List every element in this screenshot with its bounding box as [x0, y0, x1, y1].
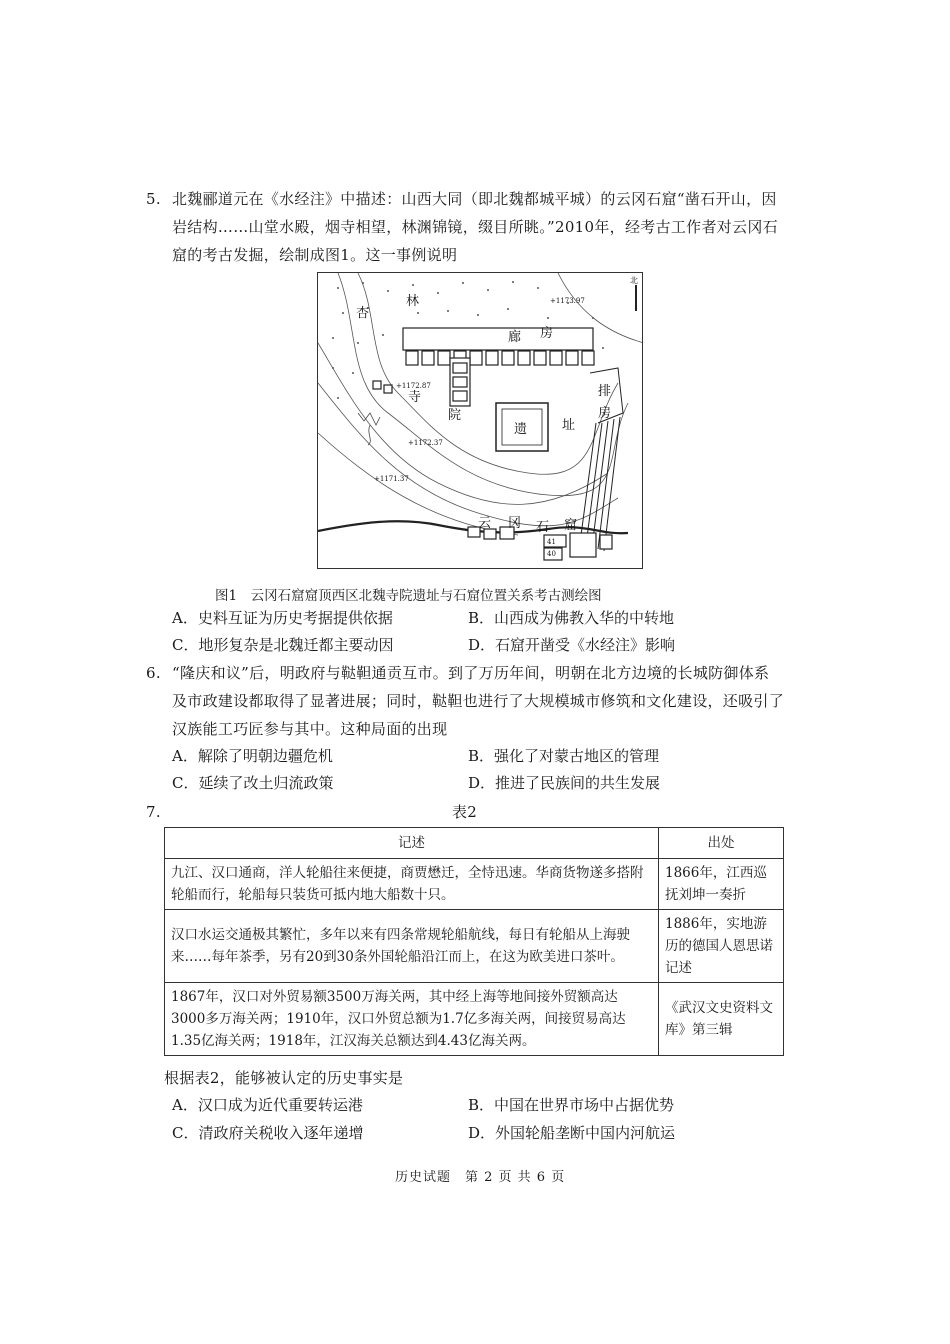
q6-option-a[interactable]: A．解除了明朝边疆危机 — [172, 747, 333, 765]
q6-number: 6. — [146, 664, 161, 682]
label-zhi: 址 — [562, 418, 576, 433]
q6-option-d[interactable]: D．推进了民族间的共生发展 — [468, 774, 661, 792]
q7-stem: 根据表2，能够被认定的历史事实是 — [164, 1069, 404, 1087]
label-yun: 云 — [478, 516, 492, 531]
q6-option-b[interactable]: B．强化了对蒙古地区的管理 — [468, 747, 660, 765]
q7-option-a[interactable]: A．汉口成为近代重要转运港 — [172, 1096, 363, 1114]
q7-option-d[interactable]: D．外国轮船垄断中国内河航运 — [468, 1124, 676, 1142]
q5-stem-line-1: 北魏郦道元在《水经注》中描述：山西大同（即北魏都城平城）的云冈石窟“凿石开山，因 — [172, 190, 777, 208]
row-1-record: 九江、汉口通商，洋人轮船往来便捷，商贾懋迁，全恃迅速。华商货物遂多搭附轮船而行，轮船每只装货可抵内地大船数十只。 — [165, 859, 659, 910]
label-si: 寺 — [408, 390, 422, 405]
q6-stem-line-3: 汉族能工巧匠参与其中。这种局面的出现 — [172, 720, 448, 738]
row-2-record: 汉口水运交通极其繁忙，多年以来有四条常规轮船航线，每日有轮船从上海驶来……每年茶季，另有20到30条外国轮船沿江而上，在这为欧美进口茶叶。 — [165, 910, 659, 983]
page-footer: 历史试题 第 2 页 共 6 页 — [395, 1170, 566, 1185]
north-label: 北 — [630, 276, 638, 285]
elevation-2: +1172.87 — [396, 382, 431, 390]
label-fang: 房 — [540, 326, 554, 341]
q6-stem-line-2: 及市政建设都取得了显著进展；同时，鞑靼也进行了大规模城市修筑和文化建设，还吸引了 — [172, 692, 785, 710]
elevation-4: +1171.37 — [374, 475, 409, 483]
label-lin: 林 — [406, 294, 420, 309]
header-record: 记述 — [165, 828, 659, 859]
q5-stem-line-3: 窟的考古发掘，绘制成图1。这一事例说明 — [172, 246, 458, 264]
q5-option-d[interactable]: D．石窟开凿受《水经注》影响 — [468, 636, 676, 654]
q7-option-b[interactable]: B．中国在世界市场中占据优势 — [468, 1096, 675, 1114]
label-fang2: 房 — [598, 406, 612, 421]
figure-caption: 图1 云冈石窟窟顶西区北魏寺院遗址与石窟位置关系考古测绘图 — [215, 588, 602, 604]
row-2-source: 1886年，实地游历的德国人恩思诺记述 — [659, 910, 784, 983]
cave-41: 41 — [547, 538, 556, 546]
row-1-source: 1866年，江西巡抚刘坤一奏折 — [659, 859, 784, 910]
q7-number: 7. — [146, 803, 161, 821]
q7-option-c[interactable]: C．清政府关税收入逐年递增 — [172, 1124, 364, 1142]
table-title: 表2 — [452, 803, 478, 821]
label-shi: 石 — [536, 520, 550, 535]
q5-number: 5. — [146, 190, 161, 208]
table-row — [165, 859, 784, 910]
q5-option-c[interactable]: C．地形复杂是北魏迁都主要动因 — [172, 636, 394, 654]
row-3-source: 《武汉文史资料文库》第三辑 — [659, 983, 784, 1056]
q5-option-b[interactable]: B．山西成为佛教入华的中转地 — [468, 609, 675, 627]
q6-stem-line-1: “隆庆和议”后，明政府与鞑靼通贡互市。到了万历年间，明朝在北方边境的长城防御体系 — [172, 664, 770, 682]
header-source: 出处 — [659, 828, 784, 859]
cave-40: 40 — [547, 550, 556, 558]
table-2 — [164, 827, 784, 1056]
table-row — [165, 910, 784, 983]
label-yi: 遗 — [514, 422, 528, 437]
label-xing: 杏 — [356, 306, 370, 321]
q5-stem-line-2: 岩结构……山堂水殿，烟寺相望，林渊锦镜，缀目所眺。”2010年，经考古工作者对云冈石 — [172, 218, 778, 236]
map-drawing — [318, 273, 643, 569]
elevation-1: +1173.97 — [550, 297, 585, 305]
label-pai: 排 — [598, 384, 612, 399]
archaeological-map-figure — [317, 272, 643, 569]
table-row — [165, 983, 784, 1056]
elevation-3: +1172.37 — [408, 439, 443, 447]
q6-option-c[interactable]: C．延续了改土归流政策 — [172, 774, 334, 792]
label-yuan: 院 — [448, 408, 462, 423]
row-3-record: 1867年，汉口对外贸易额3500万海关两，其中经上海等地间接外贸额高达3000多万海关两；1910年，汉口外贸总额为1.7亿多海关两，间接贸易高达1.35亿海关两；1918年，江汉海关总额达到4.43亿海关两。 — [165, 983, 659, 1056]
label-lang: 廊 — [508, 330, 522, 345]
table-header-row — [165, 828, 784, 859]
q5-option-a[interactable]: A．史料互证为历史考据提供依据 — [172, 609, 393, 627]
label-ku: 窟 — [564, 518, 578, 533]
label-gang: 冈 — [508, 516, 522, 531]
corridor-rooms — [373, 328, 594, 406]
